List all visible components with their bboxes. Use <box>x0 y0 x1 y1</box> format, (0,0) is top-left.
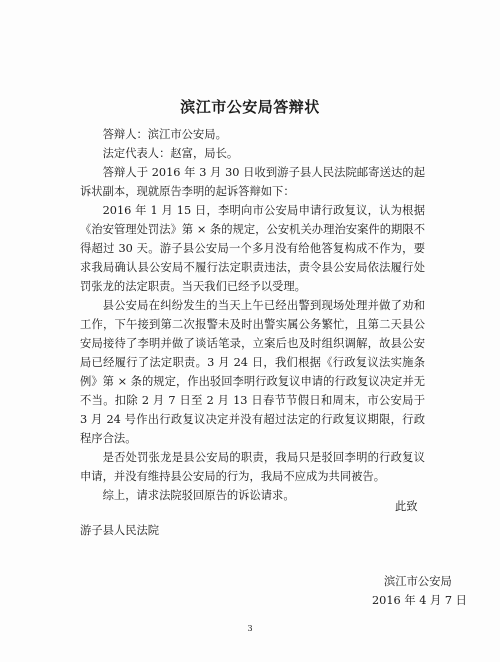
addressee: 游子县人民法院 <box>80 524 160 537</box>
intro-paragraph: 答辩人于 2016 年 3 月 30 日收到游子县人民法院邮寄送达的起诉状副本，现就原告李明的起诉答辩如下： <box>80 166 425 198</box>
body-paragraph-1: 2016 年 1 月 15 日，李明向市公安局申请行政复议，认为根据《治安管理处罚法》第 × 条的规定，公安机关办理治安案件的期限不得超过 30 天。游子县公安局一个多月没有给他答复构成不作为，要求我局确认县公安局不履行法定职责违法，责令县公安局依法履行处罚张龙的法定职责。当天我们已经予以受理。 <box>80 204 425 293</box>
signature-block <box>372 572 467 610</box>
page-number: 3 <box>247 624 253 633</box>
respondent-line: 答辩人：滨江市公安局。 <box>102 128 227 141</box>
body-paragraph-4: 综上，请求法院驳回原告的诉讼请求。 <box>102 489 295 502</box>
signature-date: 2016 年 4 月 7 日 <box>372 594 467 607</box>
document-body <box>80 125 425 505</box>
document-title: 滨江市公安局答辩状 <box>180 98 320 116</box>
closing-phrase: 此致 <box>395 500 418 513</box>
body-paragraph-3: 是否处罚张龙是县公安局的职责，我局只是驳回李明的行政复议申请，并没有维持县公安局的行为，我局不应成为共同被告。 <box>80 451 425 483</box>
legal-representative-line: 法定代表人：赵富，局长。 <box>102 147 239 160</box>
body-paragraph-2: 县公安局在纠纷发生的当天上午已经出警到现场处理并做了劝和工作，下午接到第二次报警未及时出警实属公务繁忙，且第二天县公安局接待了李明并做了谈话笔录，立案后也及时组织调解，故县公安局已经履行了法定职责。3 月 24 日，我们根据《行政复议法实施条例》第 × 条的规定，作出驳回李明行政复议申请的行政复议决定并无不当。扣除 2 月 7 日至 2 月 13 日春节节假日和周末，市公安局于 3 月 24 号作出行政复议决定并没有超过法定的行政复议期限，行政程序合法。 <box>80 299 425 445</box>
signature-organization: 滨江市公安局 <box>384 575 452 588</box>
